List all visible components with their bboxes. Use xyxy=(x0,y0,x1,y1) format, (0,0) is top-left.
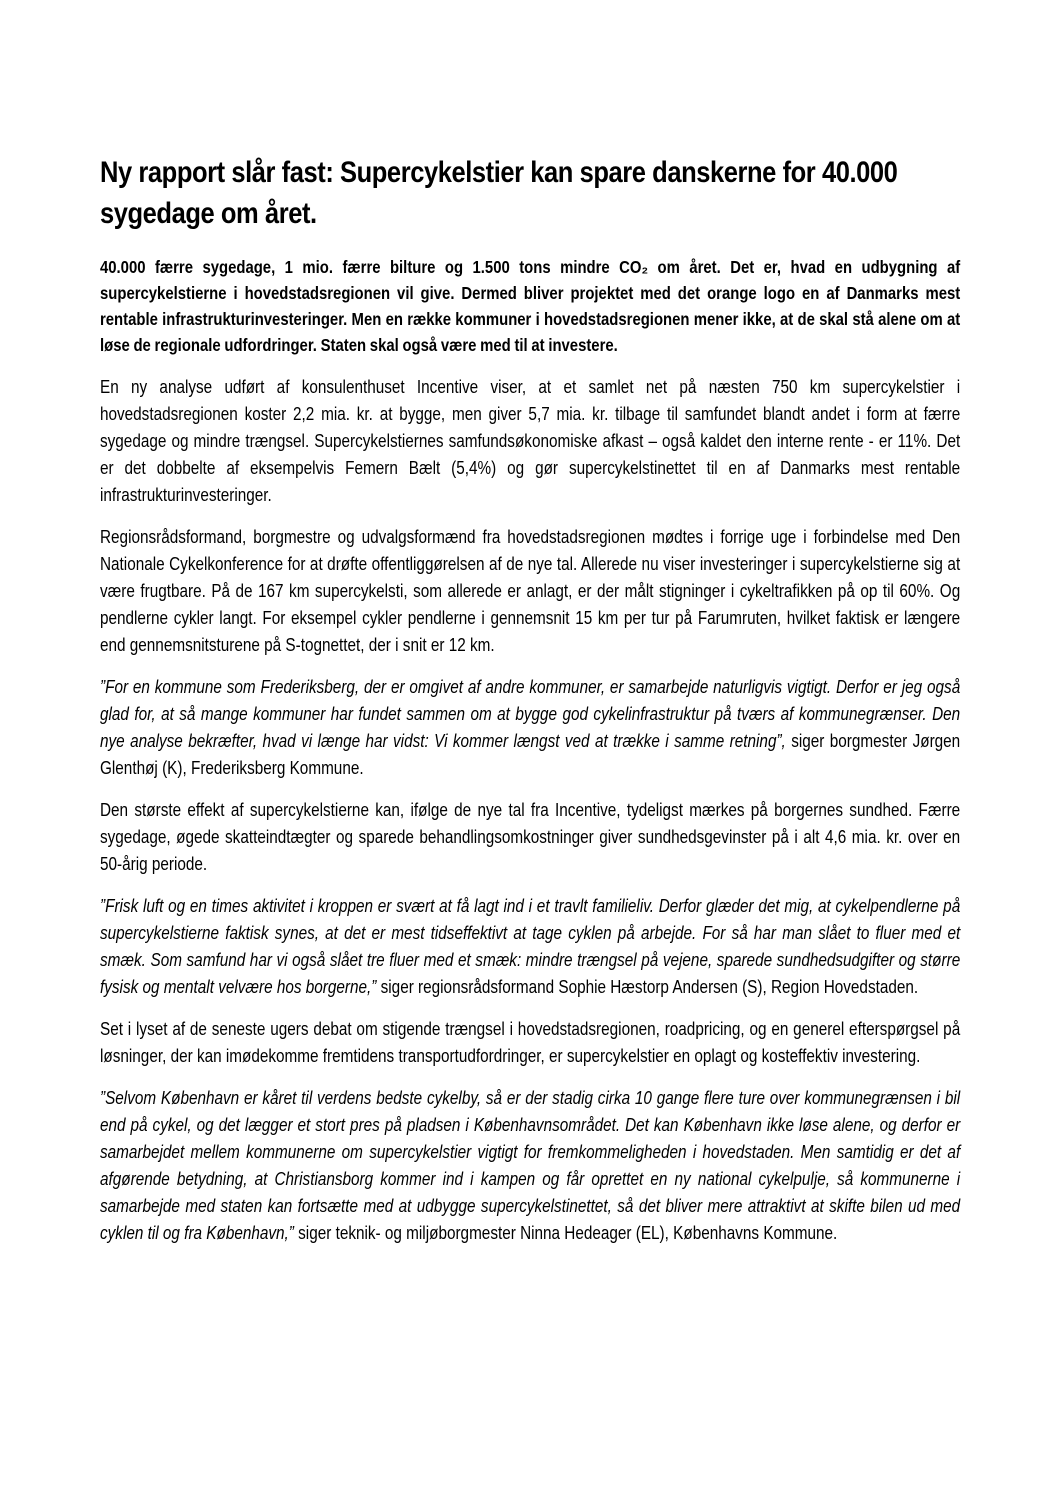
quote-attribution-hedeager: siger teknik- og miljøborgmester Ninna Hedeager (EL), Københavns Kommune. xyxy=(293,1223,838,1243)
quote-paragraph-2 xyxy=(100,893,960,1001)
lead-paragraph: 40.000 færre sygedage, 1 mio. færre bilture og 1.500 tons mindre CO₂ om året. Det er, hvad en udbygning af supercykelstierne i hovedstadsregionen vil give. Dermed bliver projektet med det orange logo en af Danmarks mest rentable infrastrukturinvesteringer. Men en række kommuner i hovedstadsregionen mener ikke, at de skal stå alene om at løse de regionale udfordringer. Staten skal også være med til at investere. xyxy=(100,257,961,355)
body-paragraph-3: Den største effekt af supercykelstierne kan, ifølge de nye tal fra Incentive, tydeligst mærkes på borgernes sundhed. Færre sygedage, øgede skatteindtægter og sparede behandlingsomkostninger giver sundhedsgevinster på i alt 4,6 mia. kr. over en 50-årig periode. xyxy=(100,800,961,874)
quote-attribution-glenthoj: siger borgmester Jørgen Glenthøj (K), Frederiksberg Kommune. xyxy=(100,731,961,778)
quote-paragraph-3 xyxy=(100,1085,960,1247)
quote-paragraph-1 xyxy=(100,674,960,782)
document-title: Ny rapport slår fast: Supercykelstier kan spare danskerne for 40.000 sygedage om året. xyxy=(100,156,898,230)
body-paragraph-1: En ny analyse udført af konsulenthuset Incentive viser, at et samlet net på næsten 750 km supercykelstier i hovedstadsregionen koster 2,2 mia. kr. at bygge, men giver 5,7 mia. kr. tilbage til samfundet blandt andet i form at færre sygedage og mindre trængsel. Supercykelstiernes samfundsøkonomiske afkast – også kaldet den interne rente - er 11%. Det er det dobbelte af eksempelvis Femern Bælt (5,4%) og gør supercykelstinettet til en af Danmarks mest rentable infrastrukturinvesteringer. xyxy=(100,377,961,505)
body-paragraph-4: Set i lyset af de seneste ugers debat om stigende trængsel i hovedstadsregionen, roadpricing, og en generel efterspørgsel på løsninger, der kan imødekomme fremtidens transportudfordringer, er supercykelstier en oplagt og kosteffektiv investering. xyxy=(100,1019,961,1066)
quote-text-glenthoj: ”For en kommune som Frederiksberg, der er omgivet af andre kommuner, er samarbejde naturligvis vigtigt. Derfor er jeg også glad for, at så mange kommuner har fundet sammen om at bygge god cykelinfrastruktur på tværs af kommunegrænser. Den nye analyse bekræfter, hvad vi længe har vidst: Vi kommer længst ved at trække i samme retning”, xyxy=(100,677,961,751)
quote-text-hedeager: ”Selvom København er kåret til verdens bedste cykelby, så er der stadig cirka 10 gange flere ture over kommunegrænsen i bil end på cykel, og det lægger et stort pres på pladsen i Københavnsområdet. Det kan København ikke løse alene, og derfor er samarbejdet mellem kommunerne om supercykelstier vigtigt for fremkommeligheden i hovedstaden. Men samtidig er det af afgørende betydning, at Christiansborg kommer ind i kampen og får oprettet en ny national cykelpulje, så kommunerne i samarbejde med staten kan fortsætte med at udbygge supercykelstinettet, så det bliver mere attraktivt at skifte bilen ud med cyklen til og fra København,” xyxy=(100,1088,961,1243)
quote-text-haestorp: ”Frisk luft og en times aktivitet i kroppen er svært at få lagt ind i et travlt familieliv. Derfor glæder det mig, at cykelpendlerne på supercykelstierne faktisk synes, at det er mest tidseffektivt at tage cyklen på arbejde. For så har man slået to fluer med et smæk. Som samfund har vi også slået tre fluer med et smæk: mindre trængsel på vejene, sparede sundhedsudgifter og større fysisk og mentalt velvære hos borgerne,” xyxy=(100,896,961,997)
quote-attribution-haestorp: siger regionsrådsformand Sophie Hæstorp Andersen (S), Region Hovedstaden. xyxy=(376,977,919,997)
document-content xyxy=(100,152,960,1262)
body-paragraph-2: Regionsrådsformand, borgmestre og udvalgsformænd fra hovedstadsregionen mødtes i forrige uge i forbindelse med Den Nationale Cykelkonference for at drøfte offentliggørelsen af de nye tal. Allerede nu viser investeringer i supercykelstierne sig at være frugtbare. På de 167 km supercykelsti, som allerede er anlagt, er der målt stigninger i cykeltrafikken på op til 60%. Og pendlerne cykler langt. For eksempel cykler pendlerne i gennemsnit 15 km per tur på Farumruten, hvilket faktisk er længere end gennemsnitsturene på S-tognettet, der i snit er 12 km. xyxy=(100,527,961,655)
